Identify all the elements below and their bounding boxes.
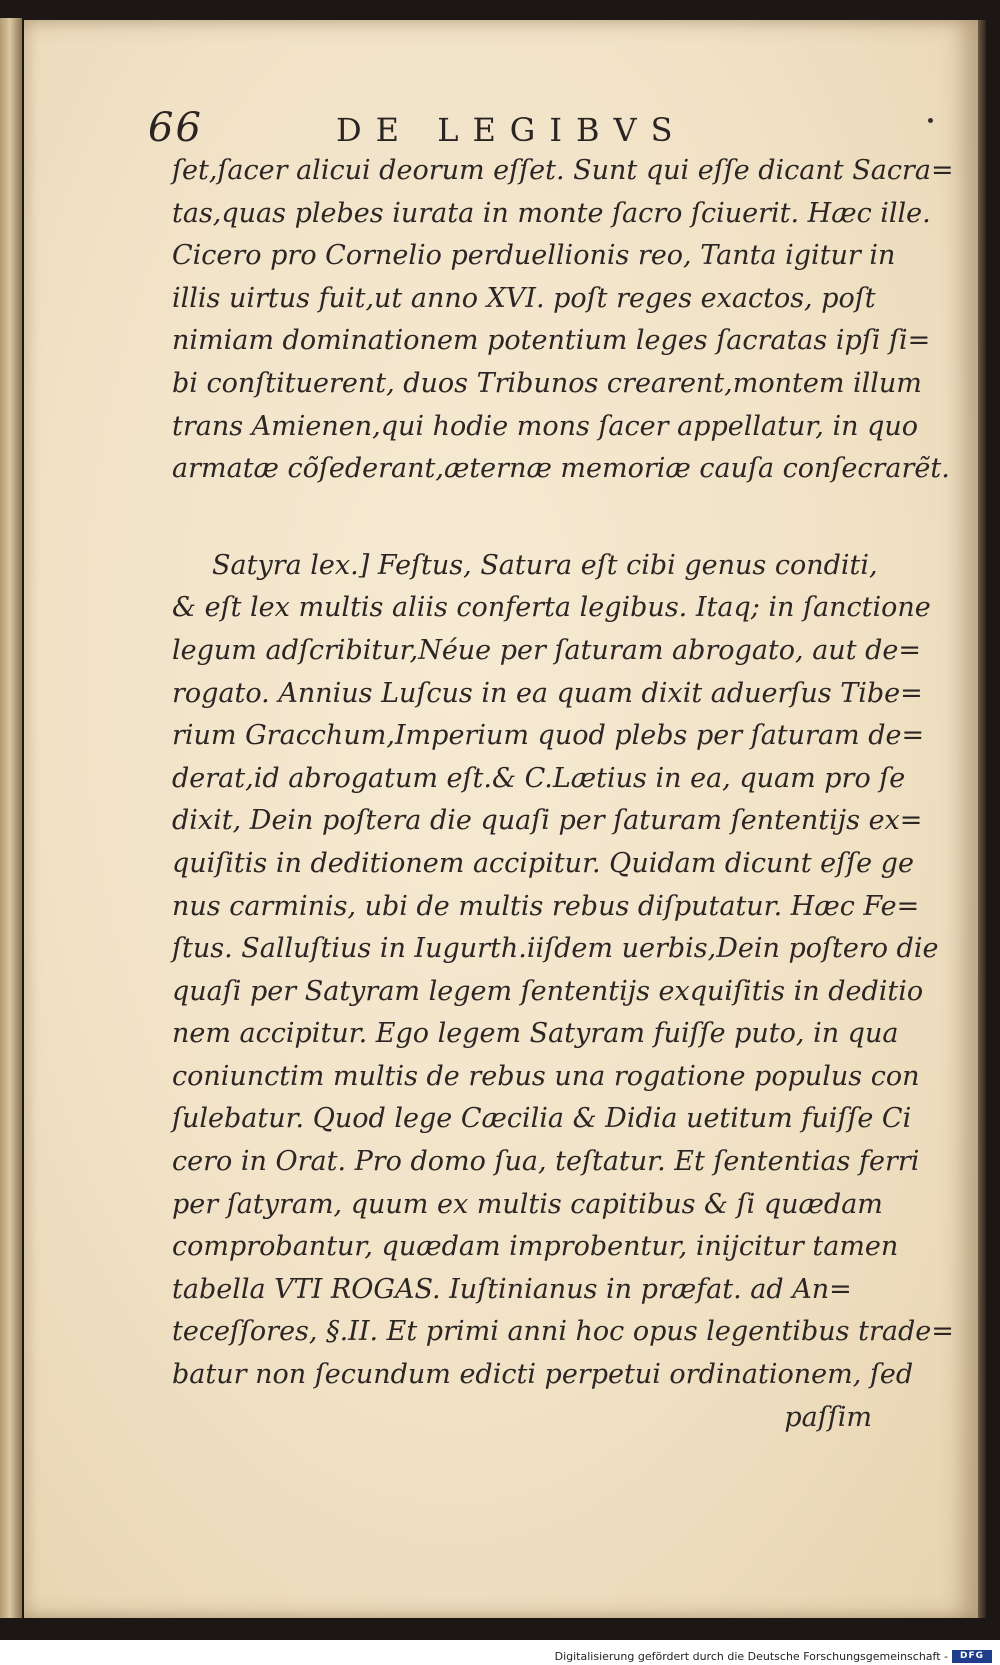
- text-line: legum adſcribitur,Néue per ſaturam abrogato, aut de=: [172, 634, 922, 666]
- text-line: bi conſtituerent, duos Tribunos crearent,montem illum: [172, 367, 922, 399]
- funding-credit: Digitalisierung gefördert durch die Deutsche Forschungsgemeinschaft -: [554, 1650, 948, 1663]
- text-line: ſtus. Salluſtius in Iugurth.iiſdem uerbis,Dein poſtero die: [172, 933, 939, 965]
- catchword: paſſim: [784, 1401, 872, 1433]
- text-line: dixit, Dein poſtera die quaſi per ſaturam ſententijs ex=: [172, 805, 923, 837]
- text-line: rogato. Annius Luſcus in ea quam dixit aduerſus Tibe=: [172, 677, 923, 709]
- text-line: batur non ſecundum edicti perpetui ordinationem, ſed: [172, 1359, 914, 1391]
- paragraph-festus-sacer: [172, 150, 954, 491]
- paragraph-gap: [172, 491, 872, 545]
- text-line: rium Gracchum,Imperium quod plebs per ſaturam de=: [172, 720, 925, 752]
- page-header: [148, 105, 728, 155]
- ink-spot: [928, 118, 933, 123]
- text-line: Satyra lex.] Feſtus, Satura eſt cibi genus conditi,: [212, 549, 878, 581]
- text-line: nimiam dominationem potentium leges ſacratas ipſi ſi=: [172, 325, 931, 357]
- text-line: comprobantur, quædam improbentur, inijcitur tamen: [172, 1231, 899, 1263]
- footer-bar: [0, 1648, 1000, 1665]
- text-line: derat,id abrogatum eſt.& C.Lætius in ea, quam pro ſe: [172, 762, 906, 794]
- running-title: DE LEGIBVS: [336, 111, 687, 149]
- text-line: per ſatyram, quum ex multis capitibus & ſi quædam: [172, 1188, 883, 1220]
- text-line: tas,quas plebes iurata in monte ſacro ſciuerit. Hæc ille.: [172, 197, 931, 229]
- text-line: nus carminis, ubi de multis rebus diſputatur. Hæc Fe=: [172, 890, 920, 922]
- body-text: [172, 150, 954, 1439]
- text-line: quaſi per Satyram legem ſententijs exquiſitis in deditio: [172, 975, 924, 1007]
- text-line: ſulebatur. Quod lege Cæcilia & Didia uetitum fuiſſe Ci: [172, 1103, 912, 1135]
- text-line: & eſt lex multis aliis conferta legibus. Itaq; in ſanctione: [172, 592, 931, 624]
- text-line: armatæ cõſederant,æternæ memoriæ cauſa conſecrarẽt.: [172, 453, 950, 485]
- text-line: tabella VTI ROGAS. Iuſtinianus in præfat. ad An=: [172, 1273, 852, 1305]
- text-line: Cicero pro Cornelio perduellionis reo, Tanta igitur in: [172, 240, 896, 272]
- dfg-logo-icon: DFG: [952, 1650, 992, 1663]
- paragraph-satyra-lex: [172, 545, 954, 1397]
- page-number: 66: [148, 105, 203, 151]
- text-line: illis uirtus fuit,ut anno XVI. poſt reges exactos, poſt: [172, 282, 876, 314]
- text-line: ſet,ſacer alicui deorum eſſet. Sunt qui eſſe dicant Sacra=: [172, 155, 954, 186]
- text-line: nem accipitur. Ego legem Satyram fuiſſe puto, in qua: [172, 1018, 899, 1050]
- book-binding-edge: [0, 18, 22, 1618]
- text-line: coniunctim multis de rebus una rogatione populus con: [172, 1060, 920, 1092]
- text-line: quiſitis in deditionem accipitur. Quidam dicunt eſſe ge: [172, 847, 914, 879]
- page-edge-shadow: [978, 20, 986, 1618]
- text-line: trans Amienen,qui hodie mons ſacer appellatur, in quo: [172, 410, 919, 442]
- text-line: teceſſores, §.II. Et primi anni hoc opus legentibus trade=: [172, 1316, 954, 1348]
- text-line: cero in Orat. Pro domo ſua, teſtatur. Et ſententias ferri: [172, 1146, 920, 1178]
